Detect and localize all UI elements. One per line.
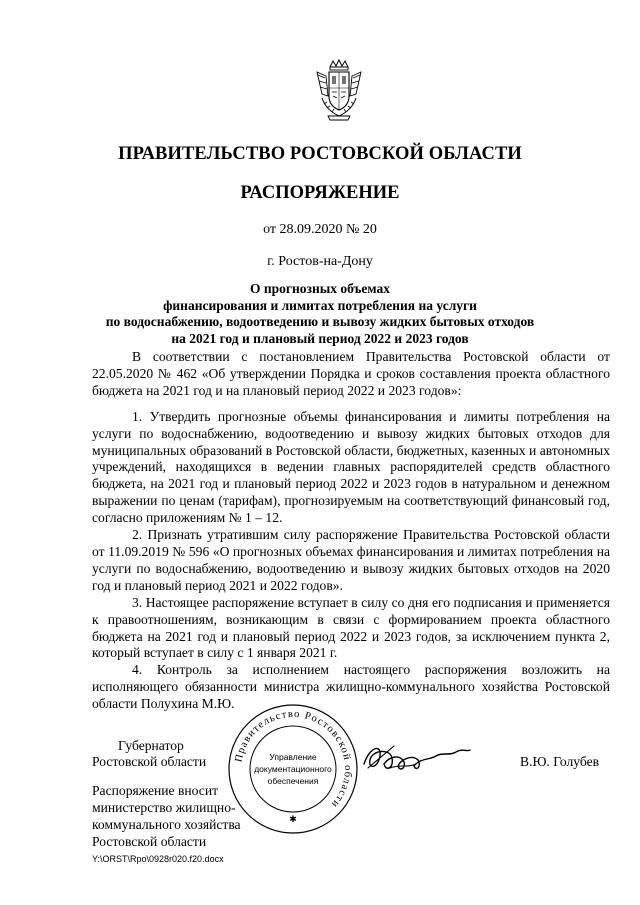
document-body — [92, 349, 610, 713]
stamp-line: обеспечения — [267, 776, 319, 786]
signatory-name: В.Ю. Голубев — [520, 754, 600, 769]
government-title: ПРАВИТЕЛЬСТВО РОСТОВСКОЙ ОБЛАСТИ — [118, 144, 522, 164]
handwritten-signature — [360, 738, 472, 778]
stamp-line: Управление — [269, 752, 317, 762]
submitted-line: Ростовской области — [92, 834, 207, 849]
stamp-ring-text: Правительство Ростовской области — [233, 708, 354, 811]
item-paragraph-2: 2. Признать утратившим силу распоряжение Правительства Ростовской области от 11.09.2019 № 596 «О прогнозных объемах финансирования и лимитах потребления на услуги по водоснабжению, водоотведению и вывозу жидких бытовых отходов на 2020 год и плановый период 2021 и 2022 годов». — [92, 527, 610, 593]
file-path-footer: Y:\ORST\Rpo\0928r020.f20.docx — [92, 854, 224, 864]
preamble-paragraph: В соответствии с постановлением Правительства Ростовской области от 22.05.2020 № 462 «Об утверждении Порядка и сроков составления проекта областного бюджета на 2021 год и на плановый период 2022 и 2023 годов»: — [92, 349, 610, 398]
document-city: г. Ростов-на-Дону — [267, 254, 373, 269]
submitted-line: коммунального хозяйства — [92, 817, 241, 832]
svg-text:✱: ✱ — [289, 814, 297, 824]
subject-line: О прогнозных объемах — [249, 281, 391, 296]
coat-of-arms-emblem — [312, 58, 366, 124]
item-paragraph-1: 1. Утвердить прогнозные объемы финансирования и лимиты потребления на услуги по водоснабжению, водоотведению и вывозу жидких бытовых отходов для муниципальных образований в Ростовской области, бюджетных, казенных и автономных учреждений, находящихся в ведении главных распорядителей средств областного бюджета, на 2021 год и плановый период 2022 и 2023 годов в натуральном и денежном выражении по ценам (тарифам), прогнозируемым на соответствующий финансовый год, согласно приложениям № 1 – 12. — [92, 408, 610, 526]
subject-line: финансирования и лимитах потребления на услуги — [163, 297, 477, 313]
signatory-title: Губернатор — [118, 738, 184, 753]
document-subject — [0, 281, 640, 347]
item-paragraph-4: 4. Контроль за исполнением настоящего распоряжения возложить на исполняющего обязанности министра жилищно-коммунального хозяйства Ростовской области Полухина М.Ю. — [92, 662, 610, 712]
submitted-line: Распоряжение вносит — [92, 783, 219, 798]
signatory-region: Ростовской области — [92, 754, 207, 769]
subject-line: на 2021 год и плановый период 2022 и 2023 годов — [171, 330, 469, 346]
submitted-line: министерство жилищно- — [92, 800, 236, 815]
item-paragraph-3: 3. Настоящее распоряжение вступает в силу со дня его подписания и применяется к правоотношениям, возникающим в связи с формированием проекта областного бюджета на 2021 год и плановый период 2022 и 2023 годов, за исключением пункта 2, который вступает в силу с 1 января 2021 г. — [92, 594, 610, 661]
subject-line: по водоснабжению, водоотведению и вывозу жидких бытовых отходов — [105, 314, 535, 330]
submitted-by-block — [92, 782, 241, 850]
official-stamp — [226, 702, 360, 836]
document-type-title: РАСПОРЯЖЕНИЕ — [240, 183, 400, 203]
document-date-number: от 28.09.2020 № 20 — [263, 222, 377, 237]
stamp-line: документационного — [254, 764, 332, 774]
